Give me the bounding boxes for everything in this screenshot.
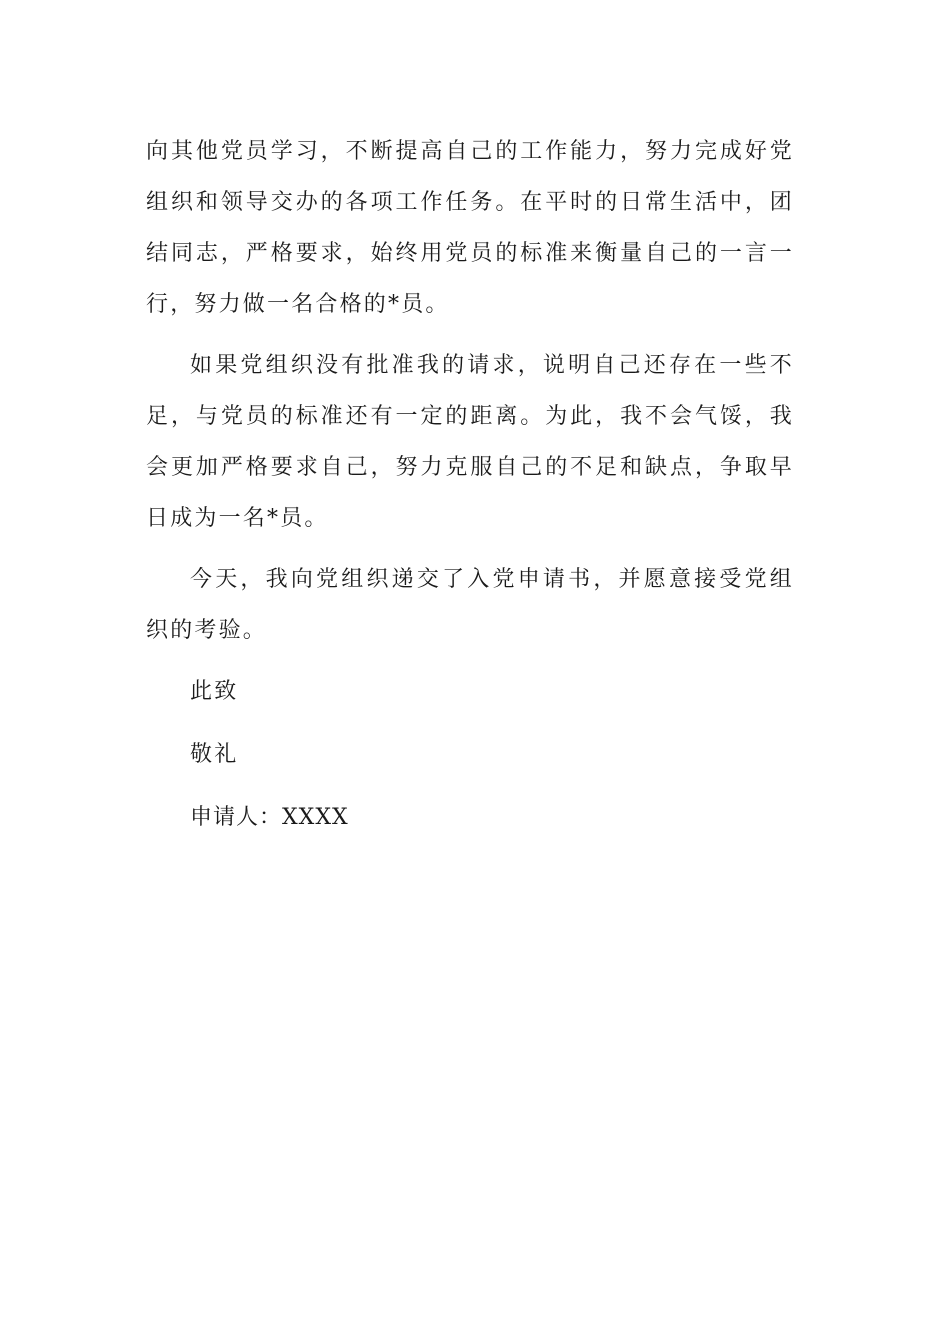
body-paragraph-submission: 今天，我向党组织递交了入党申请书，并愿意接受党组织的考验。 — [146, 567, 794, 643]
closing-salutation: 此致 — [190, 679, 239, 704]
body-paragraph-continued: 向其他党员学习，不断提高自己的工作能力，努力完成好党组织和领导交办的各项工作任务。在平时的日常生活中，团结同志，严格要求，始终用党员的标准来衡量自己的一言一行，努力做一名合格的*员。 — [146, 139, 794, 317]
body-paragraph-if-not-approved: 如果党组织没有批准我的请求，说明自己还存在一些不足，与党员的标准还有一定的距离。为此，我不会气馁，我会更加严格要求自己，努力克服自己的不足和缺点，争取早日成为一名*员。 — [146, 353, 794, 531]
closing-regards: 敬礼 — [190, 742, 239, 767]
applicant-signature: 申请人：XXXX — [190, 805, 349, 830]
document-body — [146, 126, 794, 843]
